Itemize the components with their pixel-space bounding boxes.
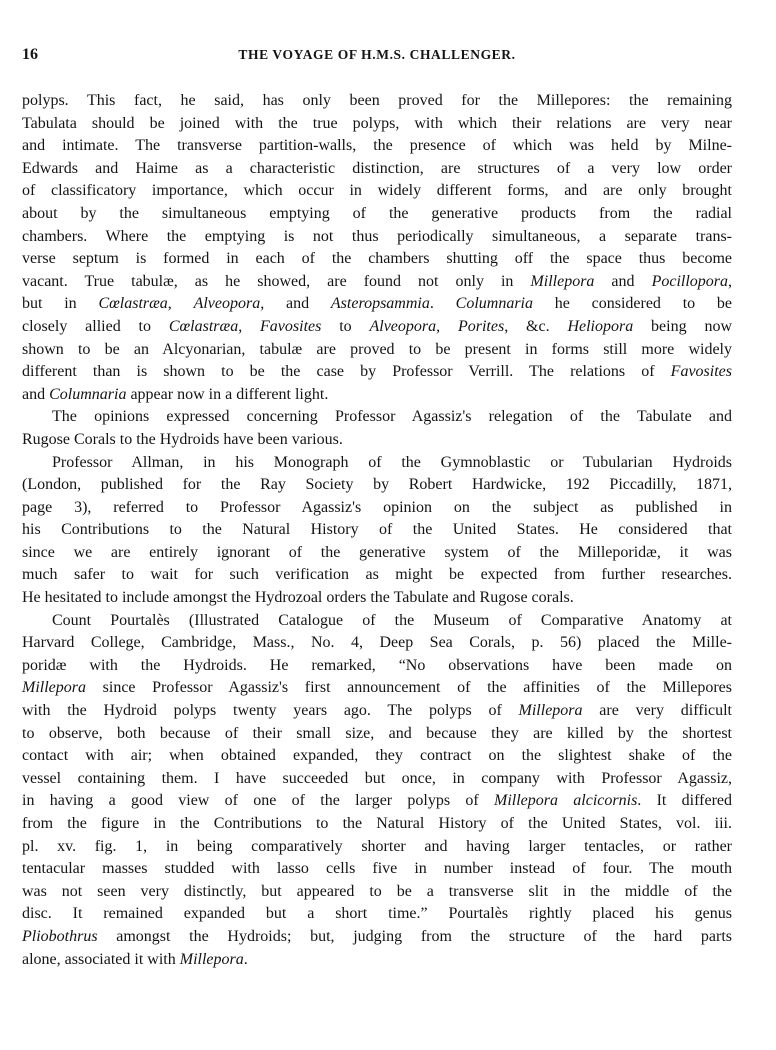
text-line: to observe, both because of their small size, and because they are killed by the shortest (22, 724, 732, 742)
italic-term: Alveopora (369, 317, 437, 335)
text-line: contact with air; when obtained expanded, they contract on the slightest shake of the (22, 747, 732, 765)
paragraph-start-line: Professor Allman, in his Monograph of the Gymnoblastic or Tubularian Hydroids (52, 453, 732, 471)
text-line: and Columnaria appear now in a different light. (22, 385, 329, 403)
text-line: in having a good view of one of the larger polyps of Millepora alcicornis. It differed (22, 792, 732, 810)
page-number: 16 (22, 46, 38, 63)
italic-term: Cœlastræa (98, 295, 168, 313)
text-line: much safer to wait for such verification as might be expected from further researches. (22, 566, 732, 584)
text-line: was not seen very distinctly, but appeared to be a transverse slit in the middle of the (22, 882, 732, 900)
text-line: but in Cœlastræa, Alveopora, and Asteropsammia. Columnaria he considered to be (22, 295, 733, 313)
text-line: different than is shown to be the case by Professor Verrill. The relations of Favosites (22, 363, 732, 381)
paragraph-start-line: The opinions expressed concerning Professor Agassiz's relegation of the Tabulate and (52, 408, 732, 426)
running-title: THE VOYAGE OF H.M.S. CHALLENGER. (238, 47, 516, 62)
italic-term: Millepora (22, 679, 86, 697)
text-line: (London, published for the Ray Society by Robert Hardwicke, 192 Piccadilly, 1871, (22, 476, 732, 494)
text-line: Harvard College, Cambridge, Mass., No. 4, Deep Sea Corals, p. 56) placed the Mille- (22, 634, 732, 652)
paragraph-start-line: Count Pourtalès (Illustrated Catalogue of the Museum of Comparative Anatomy at (52, 611, 732, 629)
text-line: poridæ with the Hydroids. He remarked, “No observations have been made on (22, 656, 732, 674)
text-line: Rugose Corals to the Hydroids have been various. (22, 430, 343, 448)
italic-term: Cœlastræa (168, 317, 239, 335)
italic-term: Alveopora (193, 295, 261, 313)
italic-term: Porites (457, 317, 505, 335)
text-line: vessel containing them. I have succeeded but once, in company with Professor Agassiz, (22, 769, 732, 787)
text-line: polyps. This fact, he said, has only been proved for the Millepores: the remaining (22, 92, 732, 109)
italic-term: Columnaria (455, 295, 533, 313)
italic-term: Favosites (260, 317, 322, 335)
italic-term: Columnaria (49, 385, 127, 403)
italic-term: Heliopora (567, 317, 634, 335)
text-line: Tabulata should be joined with the true polyps, with which their relations are very near (22, 114, 732, 132)
text-line: He hesitated to include amongst the Hydrozoal orders the Tabulate and Rugose corals. (22, 589, 574, 607)
text-line: tentacular masses studded with lasso cells five in number instead of four. The mouth (22, 860, 732, 878)
text-line: disc. It remained expanded but a short time.” Pourtalès rightly placed his genus (22, 905, 732, 923)
italic-term: Millepora (179, 950, 244, 968)
text-line: alone, associated it with Millepora. (22, 950, 248, 968)
text-line: chambers. Where the emptying is not thus periodically simultaneous, a separate trans- (22, 227, 732, 245)
text-line: closely allied to Cœlastræa, Favosites to Alveopora, Porites, &c. Heliopora being now (22, 317, 732, 335)
page-header (22, 46, 732, 70)
text-line: Edwards and Haime as a characteristic distinction, are structures of a very low order (22, 159, 732, 177)
text-line: pl. xv. fig. 1, in being comparatively shorter and having larger tentacles, or rather (22, 837, 732, 855)
italic-term: Asteropsammia (330, 295, 430, 313)
italic-term: Millepora alcicornis (494, 792, 638, 810)
text-line: Pliobothrus amongst the Hydroids; but, judging from the structure of the hard parts (22, 927, 732, 945)
text-line: page 3), referred to Professor Agassiz's opinion on the subject as published in (22, 498, 732, 516)
text-line: from the figure in the Contributions to the Natural History of the United States, vol. iii. (22, 815, 732, 832)
text-line: shown to be an Alcyonarian, tabulæ are proved to be present in forms still more widely (22, 340, 732, 358)
text-line: with the Hydroid polyps twenty years ago. The polyps of Millepora are very difficult (22, 702, 733, 720)
italic-term: Millepora (518, 702, 583, 720)
text-line: Millepora since Professor Agassiz's first announcement of the affinities of the Millepores (22, 679, 732, 697)
text-line: verse septum is formed in each of the chambers shutting off the space thus become (22, 250, 732, 268)
italic-term: Favosites (670, 363, 732, 381)
body-text (22, 90, 732, 971)
text-line: his Contributions to the Natural History of the United States. He considered that (22, 521, 732, 539)
text-line: vacant. True tabulæ, as he showed, are found not only in Millepora and Pocillopora, (22, 272, 732, 290)
italic-term: Pliobothrus (22, 927, 98, 945)
text-line: about by the simultaneous emptying of the generative products from the radial (22, 204, 732, 222)
text-line: of classificatory importance, which occur in widely different forms, and are only brought (22, 182, 732, 200)
italic-term: Millepora (530, 272, 595, 290)
text-line: and intimate. The transverse partition-walls, the presence of which was held by Milne- (22, 137, 732, 155)
italic-term: Pocillopora (651, 272, 728, 290)
text-line: since we are entirely ignorant of the generative system of the Milleporidæ, it was (22, 543, 732, 561)
